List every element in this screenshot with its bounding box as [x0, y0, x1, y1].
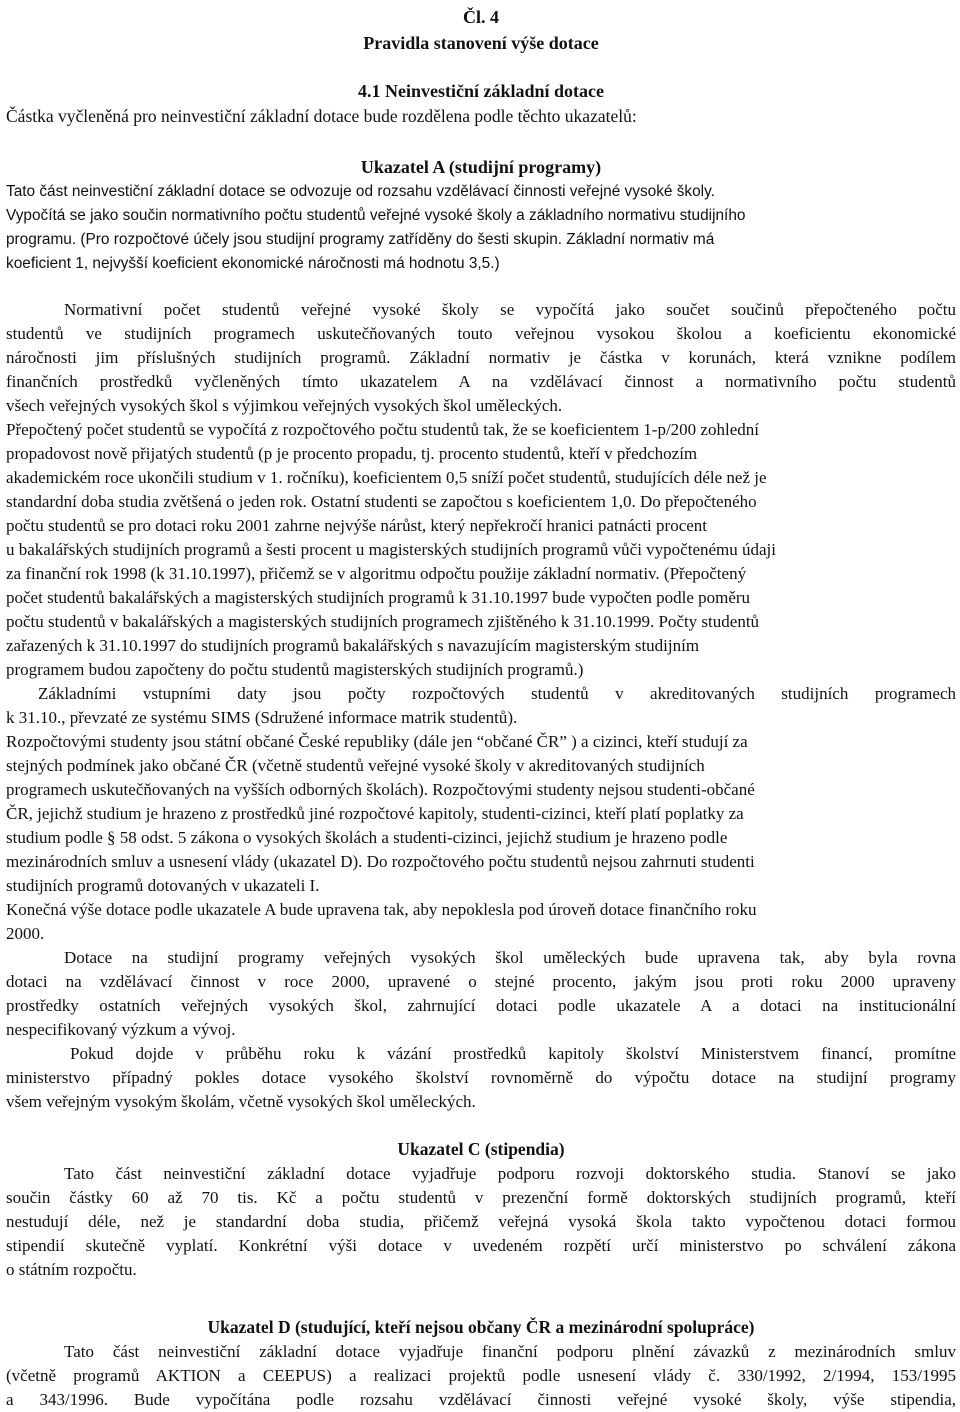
body-line: u bakalářských studijních programů a šesti procent u magisterských studijních programů vůči vypočtenému údaji: [6, 540, 777, 559]
section-heading-4-1: 4.1 Neinvestiční základní dotace: [358, 81, 604, 101]
body-line: počtu studentů v bakalářských a magisterských studijních programech zjištěného k 31.10.1999. Počty studentů: [6, 612, 760, 631]
body-line: prostředky ostatních veřejných vysokých škol, zahrnující dotaci podle ukazatele A a dotaci na institucionální: [6, 996, 956, 1015]
body-line: počet studentů bakalářských a magisterských studijních programů k 31.10.1997 bude vypočten podle poměru: [6, 588, 751, 607]
indicator-a-body: [6, 298, 956, 1114]
body-line: propadovost nově přijatých studentů (p je procento propadu, tj. procento studentů, kteří v předchozím: [6, 444, 698, 463]
note-line: Vypočítá se jako součin normativního počtu studentů veřejné vysoké školy a základního normativu studijního: [6, 207, 746, 224]
body-line: akademickém roce ukončili studium v 1. ročníku), koeficientem 0,5 sníží počet studentů, studujících déle než je: [6, 468, 767, 487]
body-line: studijních programů dotovaných v ukazateli I.: [6, 876, 320, 895]
body-line: Normativní počet studentů veřejné vysoké školy se vypočítá jako součet součinů přepočteného počtu: [64, 300, 956, 319]
note-line: programu. (Pro rozpočtové účely jsou studijní programy zatříděny do šesti skupin. Základní normativ má: [6, 231, 715, 248]
body-line: zařazených k 31.10.1997 do studijních programů bakalářských s navazujícím magisterským studijním: [6, 636, 700, 655]
body-line: (včetně programů AKTION a CEEPUS) a realizaci projektů podle usnesení vlády č. 330/1992, 2/1994, 153/1995: [6, 1366, 956, 1385]
indicator-d-heading: Ukazatel D (studující, kteří nejsou občany ČR a mezinárodní spolupráce): [207, 1317, 755, 1337]
indicator-a-note: [6, 180, 956, 276]
body-line: Rozpočtovými studenty jsou státní občané České republiky (dále jen “občané ČR” ) a cizinci, kteří studují za: [6, 732, 748, 751]
indicator-c-body: [6, 1162, 956, 1282]
body-line: studentů ve studijních programech uskutečňovaných touto veřejnou vysokou školou a koeficientu ekonomické: [6, 324, 956, 343]
body-line: za finanční rok 1998 (k 31.10.1997), přičemž se v algoritmu odpočtu použije základní normativ. (Přepočtený: [6, 564, 747, 583]
body-line: Přepočtený počet studentů se vypočítá z rozpočtového počtu studentů tak, že se koeficientem 1-p/200 zohlední: [6, 420, 759, 439]
body-line: o státním rozpočtu.: [6, 1260, 137, 1279]
body-line: studium podle § 58 odst. 5 zákona o vysokých školách a studenti-cizinci, jejichž studium je hrazeno podle: [6, 828, 728, 847]
body-line: všech veřejných vysokých škol s výjimkou veřejných vysokých škol uměleckých.: [6, 396, 563, 415]
body-line: k 31.10., převzaté ze systému SIMS (Sdružené informace matrik studentů).: [6, 708, 518, 727]
body-line: finančních prostředků vyčleněných tímto ukazatelem A na vzdělávací činnost a normativního počtu studentů: [6, 372, 956, 391]
document-page: [6, 4, 956, 1412]
body-line: nespecifikovaný výzkum a vývoj.: [6, 1020, 236, 1039]
body-line: mezinárodních smluv a usnesení vlády (ukazatel D). Do rozpočtového počtu studentů nejsou zahrnuti studenti: [6, 852, 755, 871]
body-line: programech uskutečňovaných na vyšších odborných školách). Rozpočtovými studenty nejsou studenti-občané: [6, 780, 755, 799]
body-line: Konečná výše dotace podle ukazatele A bude upravena tak, aby nepoklesla pod úroveň dotace finančního roku: [6, 900, 757, 919]
body-line: ministerstvo případný pokles dotace vysokého školství rovnoměrně do výpočtu dotace na studijní programy: [6, 1068, 956, 1087]
indicator-a-heading: Ukazatel A (studijní programy): [360, 157, 602, 177]
body-line: počtu studentů se pro dotaci roku 2001 zahrne nejvýše nárůst, který nepřekročí hranici patnácti procent: [6, 516, 708, 535]
body-line: všem veřejným vysokým školám, včetně vysokých škol uměleckých.: [6, 1092, 476, 1111]
body-line: stejných podmínek jako občané ČR (včetně studentů veřejné vysoké školy v akreditovaných studijních: [6, 756, 705, 775]
article-title: Pravidla stanovení výše dotace: [363, 33, 599, 53]
section-intro: Částka vyčleněná pro neinvestiční základní dotace bude rozdělena podle těchto ukazatelů:: [6, 106, 637, 126]
body-line: a 343/1996. Bude vypočítána podle rozsahu vzdělávací činnosti veřejné vysoké školy, výše stipendia,: [6, 1390, 956, 1409]
body-line: nestudují déle, než je standardní doba studia, přičemž veřejná vysoká škola takto vypočtenou dotaci formou: [6, 1212, 956, 1231]
indicator-d-body: [6, 1340, 956, 1412]
body-line: Tato část neinvestiční základní dotace vyjadřuje podporu rozvoji doktorského studia. Stanoví se jako: [64, 1164, 956, 1183]
body-line: Dotace na studijní programy veřejných vysokých škol uměleckých bude upravena tak, aby byla rovna: [64, 948, 956, 967]
body-line: Pokud dojde v průběhu roku k vázání prostředků kapitoly školství Ministerstvem financí, promítne: [70, 1044, 956, 1063]
body-line: stipendií skutečně vyplatí. Konkrétní výši dotace v uvedeném rozpětí určí ministerstvo po schválení zákona: [6, 1236, 956, 1255]
note-line: Tato část neinvestiční základní dotace se odvozuje od rozsahu vzdělávací činnosti veřejné vysoké školy.: [6, 183, 715, 200]
body-line: 2000.: [6, 924, 45, 943]
indicator-c-heading: Ukazatel C (stipendia): [397, 1139, 565, 1159]
note-line: koeficient 1, nejvyšší koeficient ekonomické náročnosti má hodnotu 3,5.): [6, 255, 500, 272]
body-line: Tato část neinvestiční základní dotace vyjadřuje finanční podporu plnění závazků z mezinárodních smluv: [64, 1342, 956, 1361]
body-line: náročnosti jim příslušných studijních programů. Základní normativ je částka v korunách, která vznikne podílem: [6, 348, 956, 367]
body-line: ČR, jejichž studium je hrazeno z prostředků jiné rozpočtové kapitoly, studenti-cizinci, kteří platí poplatky za: [6, 804, 744, 823]
body-line: programem budou započteny do počtu studentů magisterských studijních programů.): [6, 660, 584, 679]
article-number: Čl. 4: [463, 7, 499, 27]
body-line: součin částky 60 až 70 tis. Kč a počtu studentů v prezenční formě doktorských studijních programů, kteří: [6, 1188, 956, 1207]
body-line: dotaci na vzdělávací činnost v roce 2000, upravené o stejné procento, jakým jsou proti roku 2000 upraveny: [6, 972, 956, 991]
body-line: standardní doba studia zvětšená o jeden rok. Ostatní studenti se započtou s koeficientem 1,0. Do přepočteného: [6, 492, 757, 511]
body-line: Základními vstupními daty jsou počty rozpočtových studentů v akreditovaných studijních programech: [38, 684, 956, 703]
